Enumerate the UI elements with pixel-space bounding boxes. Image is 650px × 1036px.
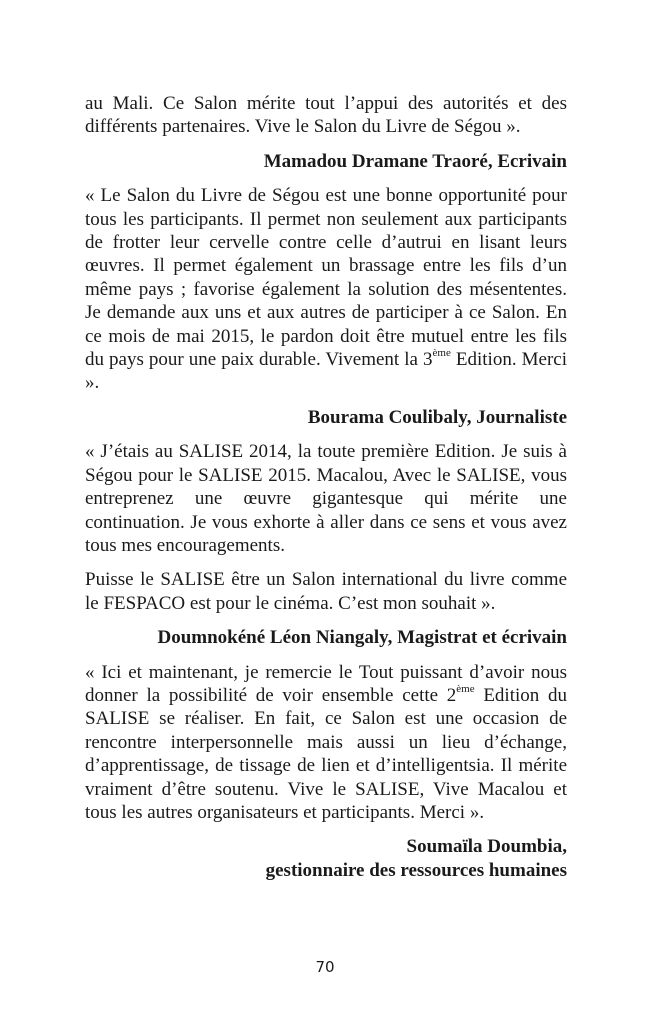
signature-traore: Mamadou Dramane Traoré, Ecrivain bbox=[263, 150, 567, 172]
superscript-ordinal: ème bbox=[432, 346, 451, 359]
signature-niangaly: Doumnokéné Léon Niangaly, Magistrat et écrivain bbox=[157, 627, 567, 649]
paragraph-niangaly-quote: « J’étais au SALISE 2014, la toute première Edition. Je suis à Ségou pour le SALISE 2015. Macalou, Avec le SALISE, vous entreprenez une œuvre gigantesque qui mérite une continuation. Je vous exhorte à aller dans ce sens et vous avez tous mes encouragements. bbox=[85, 441, 567, 556]
paragraph-text: Edition du SALISE se réaliser. En fait, ce Salon est une occasion de rencontre interpersonnelle mais aussi un lieu d’échange, d’apprentissage, de tissage de lien et d’intelligentsia. Il mérite vraiment d’être soutenu. Vive le SALISE, Vive Macalou et tous les autres organisateurs et participants. Merci ». bbox=[85, 684, 567, 823]
paragraph-coulibaly-quote bbox=[85, 184, 567, 395]
signature-role: gestionnaire des ressources humaines bbox=[265, 859, 567, 881]
page-number: 70 bbox=[315, 958, 335, 976]
paragraph-text: « Ici et maintenant, je remercie le Tout puissant d’avoir nous donner la possibilité de voir ensemble cette 2 bbox=[85, 661, 567, 706]
paragraph-intro-end: au Mali. Ce Salon mérite tout l’appui des autorités et des différents partenaires. Vive le Salon du Livre de Ségou ». bbox=[85, 93, 567, 138]
page-body bbox=[85, 92, 567, 893]
signature-doumbia bbox=[85, 835, 567, 882]
superscript-ordinal: ème bbox=[456, 682, 475, 695]
paragraph-text: « Le Salon du Livre de Ségou est une bonne opportunité pour tous les participants. Il permet non seulement aux participants de frotter leur cervelle contre celle d’autrui en lisant leurs œuvres. Il permet également un brassage entre les fils d’un même pays ; favorise également la solution des mésententes. Je demande aux uns et aux autres de participer à ce Salon. En ce mois de mai 2015, le pardon doit être mutuel entre les fils du pays pour une paix durable. Vivement la 3 bbox=[85, 185, 567, 371]
signature-coulibaly: Bourama Coulibaly, Journaliste bbox=[307, 406, 567, 428]
signature-name: Soumaïla Doumbia, bbox=[406, 836, 567, 858]
paragraph-doumbia-quote bbox=[85, 661, 567, 825]
paragraph-niangaly-wish: Puisse le SALISE être un Salon international du livre comme le FESPACO est pour le cinéma. C’est mon souhait ». bbox=[85, 569, 567, 614]
paragraph-text: Edition. Merci ». bbox=[85, 349, 567, 394]
